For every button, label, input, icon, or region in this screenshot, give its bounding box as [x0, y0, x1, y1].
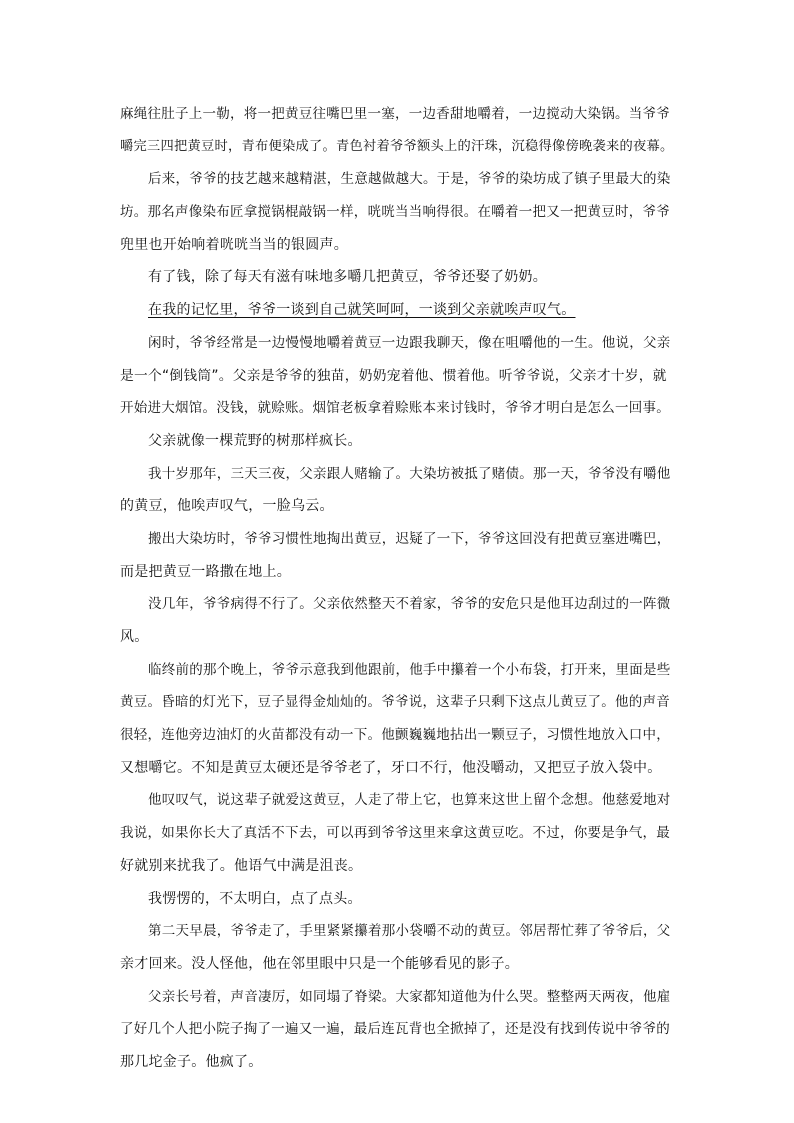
text-line: [120, 131, 676, 164]
text-line: [120, 915, 676, 948]
text-line: [120, 196, 676, 229]
text-line: [120, 719, 676, 752]
line-text: 很轻，连他旁边油灯的火苗都没有动一下。他颤巍巍地拈出一颗豆子，习惯性地放入口中，: [120, 727, 670, 744]
text-line: [120, 458, 676, 491]
line-text: 而是把黄豆一路撒在地上。: [120, 563, 291, 580]
text-line: [120, 883, 676, 916]
text-line: [120, 163, 676, 196]
line-text: 第二天早晨，爷爷走了，手里紧紧攥着那小袋嚼不动的黄豆。邻居帮忙葬了爷爷后，父: [148, 923, 671, 940]
text-line: [120, 261, 676, 294]
line-text: 的黄豆，他唉声叹气，一脸乌云。: [120, 498, 334, 515]
line-text: 有了钱，除了每天有滋有味地多嚼几把黄豆，爷爷还娶了奶奶。: [148, 269, 547, 286]
text-line: [120, 1046, 676, 1079]
text-line: [120, 229, 676, 262]
line-text: 临终前的那个晚上，爷爷示意我到他跟前，他手中攥着一个小布袋，打开来，里面是些: [148, 661, 671, 678]
line-text: 风。: [120, 629, 149, 645]
text-line: [120, 686, 676, 719]
line-text: 兜里也开始响着咣咣当当的银圆声。: [120, 236, 348, 253]
line-text: 麻绳往肚子上一勒，将一把黄豆往嘴巴里一塞，一边香甜地嚼着，一边搅动大染锅。当爷爷: [120, 106, 670, 122]
line-text: 我十岁那年，三天三夜，父亲跟人赌输了。大染坊被抵了赌债。那一天，爷爷没有嚼他: [148, 465, 671, 482]
line-text: 父亲长号着，声音凄厉，如同塌了脊梁。大家都知道他为什么哭。整整两天两夜，他雇: [148, 988, 671, 1005]
line-text: 没几年，爷爷病得不行了。父亲依然整天不着家，爷爷的安危只是他耳边刮过的一阵微: [148, 596, 671, 613]
line-text: 我愣愣的，不太明白，点了点头。: [148, 890, 362, 907]
line-text: 黄豆。昏暗的灯光下，豆子显得金灿灿的。爷爷说，这辈子只剩下这点儿黄豆了。他的声音: [120, 694, 670, 711]
line-text: 是一个“倒钱筒”。父亲是爷爷的独苗，奶奶宠着他、惯着他。听爷爷说，父亲才十岁，就: [120, 367, 667, 384]
text-line: [120, 523, 676, 556]
line-text: 我说，如果你长大了真活不下去，可以再到爷爷这里来拿这黄豆吃。不过，你要是争气，最: [120, 825, 670, 842]
text-line: [120, 784, 676, 817]
line-text: 那几坨金子。他疯了。: [120, 1053, 263, 1070]
text-line: [120, 752, 676, 785]
line-text: 嚼完三四把黄豆时，青布便染成了。青色衬着爷爷额头上的汗珠，沉稳得像傍晚袭来的夜幕。: [120, 138, 674, 154]
line-text: 闲时，爷爷经常是一边慢慢地嚼着黄豆一边跟我聊天，像在咀嚼他的一生。他说，父亲: [148, 334, 671, 351]
text-line: [120, 850, 676, 883]
line-text: 了好几个人把小院子掏了一遍又一遍，最后连瓦背也全掀掉了，还是没有找到传说中爷爷的: [120, 1021, 670, 1038]
text-line: [120, 1013, 676, 1046]
text-line: [120, 490, 676, 523]
text-line: [120, 948, 676, 981]
text-line: [120, 817, 676, 850]
text-line: [120, 588, 676, 621]
line-text: 他叹叹气，说这辈子就爱这黄豆，人走了带上它，也算来这世上留个念想。他慈爱地对: [148, 792, 671, 809]
underlined-text-line: [120, 294, 676, 327]
text-line: [120, 621, 676, 654]
text-line: [120, 981, 676, 1014]
line-text: 又想嚼它。不知是黄豆太硬还是爷爷老了，牙口不行，他没嚼动，又把豆子放入袋中。: [120, 759, 662, 776]
line-text: 在我的记忆里，爷爷一谈到自己就笑呵呵，一谈到父亲就唉声叹气。: [148, 302, 576, 319]
text-line: [120, 327, 676, 360]
text-line: [120, 98, 676, 131]
text-line: [120, 556, 676, 589]
line-text: 父亲就像一棵荒野的树那样疯长。: [148, 432, 362, 449]
text-line: [120, 360, 676, 393]
document-body: [120, 98, 676, 1079]
line-text: 开始进大烟馆。没钱，就赊账。烟馆老板拿着赊账本来讨钱时，爷爷才明白是怎么一回事。: [120, 400, 670, 417]
line-text: 后来，爷爷的技艺越来越精湛，生意越做越大。于是，爷爷的染坊成了镇子里最大的染: [148, 171, 671, 188]
text-line: [120, 654, 676, 687]
text-line: [120, 425, 676, 458]
text-line: [120, 392, 676, 425]
line-text: 好就别来扰我了。他语气中满是沮丧。: [120, 857, 363, 874]
line-text: 坊。那名声像染布匠拿搅锅棍敲锅一样，咣咣当当响得很。在嚼着一把又一把黄豆时，爷爷: [120, 204, 670, 221]
line-text: 亲才回来。没人怪他，他在邻里眼中只是一个能够看见的影子。: [120, 955, 519, 972]
line-text: 搬出大染坊时，爷爷习惯性地掏出黄豆，迟疑了一下，爷爷这回没有把黄豆塞进嘴巴，: [148, 530, 671, 547]
